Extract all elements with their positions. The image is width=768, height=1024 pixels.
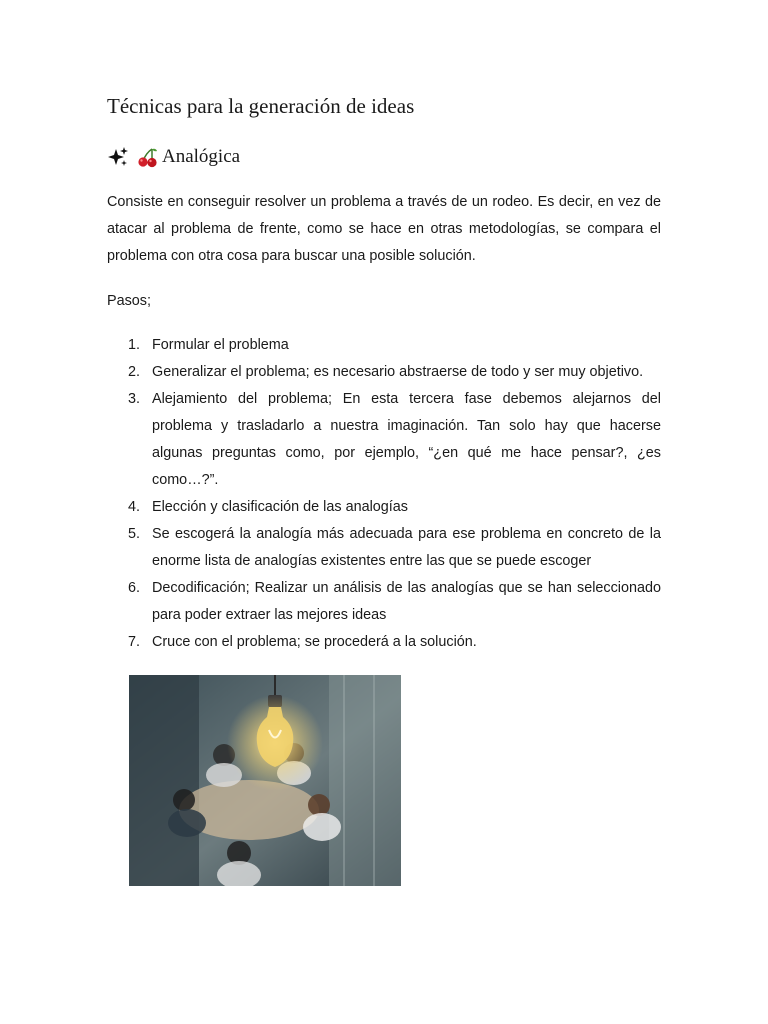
list-item-text: Cruce con el problema; se procederá a la solución. (152, 634, 477, 650)
steps-label: Pasos; (107, 293, 151, 309)
list-item (107, 494, 661, 521)
photo-illustration (129, 675, 401, 886)
list-item-text: Elección y clasificación de las analogías (152, 499, 408, 515)
list-item (107, 386, 661, 494)
list-item-number: 4. (128, 499, 141, 515)
list-item (107, 521, 661, 575)
intro-paragraph: Consiste en conseguir resolver un problema a través de un rodeo. Es decir, en vez de atacar al problema de frente, como se hace en otras metodologías, se compara el problema con otra cosa para buscar una posible solución. (107, 194, 661, 264)
list-item (107, 359, 661, 386)
page-title: Técnicas para la generación de ideas (107, 94, 415, 118)
list-item-text: Generalizar el problema; es necesario abstraerse de todo y ser muy objetivo. (152, 364, 644, 380)
list-item-text: Formular el problema (152, 337, 289, 353)
cherries-icon (137, 146, 159, 168)
list-item-text: Decodificación; Realizar un análisis de las analogías que se han seleccionado para poder extraer las mejores ideas (152, 580, 661, 623)
list-item (107, 575, 661, 629)
list-item-number: 1. (128, 337, 141, 353)
list-item-number: 7. (128, 634, 141, 650)
list-item-number: 3. (128, 391, 141, 407)
list-item-number: 6. (128, 580, 141, 596)
list-item-text: Se escogerá la analogía más adecuada para ese problema en concreto de la enorme lista de analogías existentes entre las que se puede escoger (152, 526, 661, 569)
section-heading (107, 144, 240, 170)
list-item (107, 332, 661, 359)
steps-list (107, 332, 661, 656)
lightbulb-meeting-photo (129, 675, 401, 886)
sparkles-icon (107, 146, 129, 168)
section-heading-text: Analógica (162, 146, 241, 167)
list-item (107, 629, 661, 656)
list-item-number: 2. (128, 364, 141, 380)
list-item-number: 5. (128, 526, 141, 542)
list-item-text: Alejamiento del problema; En esta tercera fase debemos alejarnos del problema y trasladarlo a nuestra imaginación. Tan solo hay que hacerse algunas preguntas como, por ejemplo, “¿en qué me hace pensar?, ¿es como…?”. (152, 391, 661, 488)
